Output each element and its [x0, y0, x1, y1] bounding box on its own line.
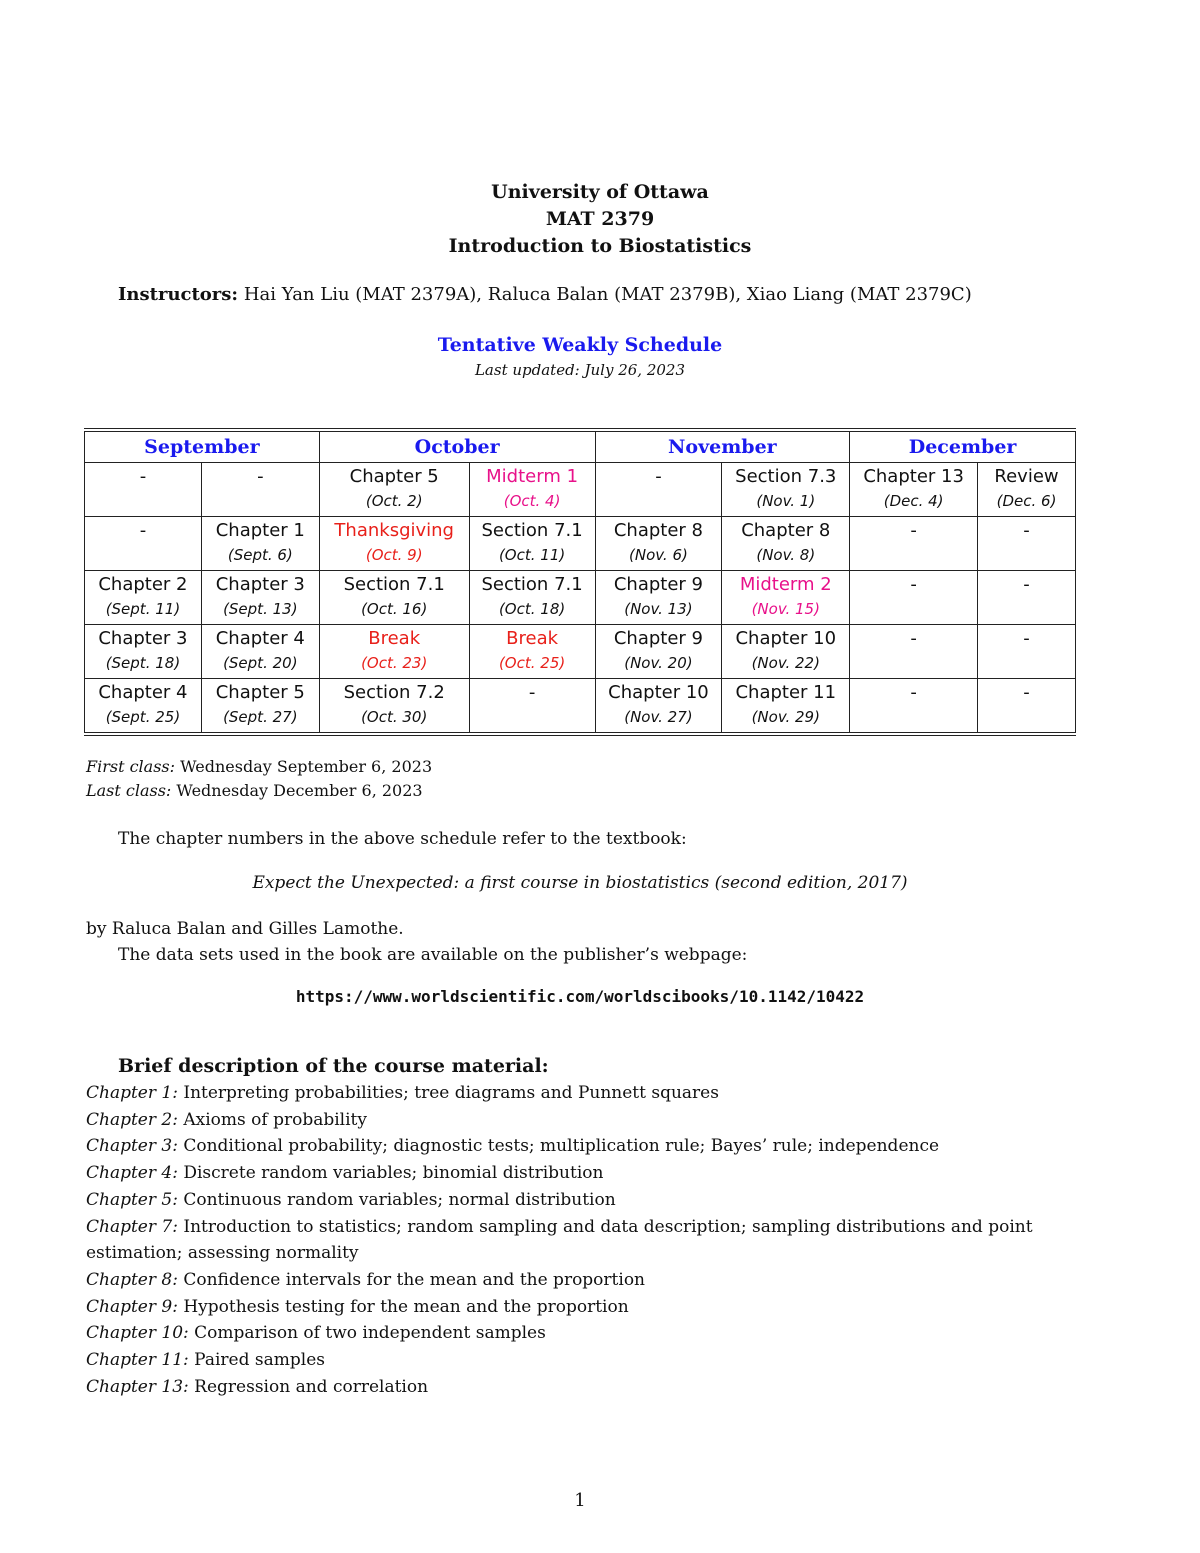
schedule-cell — [595, 571, 722, 625]
schedule-cell — [595, 463, 722, 517]
cell-label: - — [139, 466, 147, 487]
schedule-cell — [978, 517, 1076, 571]
datasets-note: The data sets used in the book are available on the publisher’s webpage: — [118, 945, 748, 965]
schedule-row — [85, 517, 1076, 571]
cell-date: (Dec. 4) — [883, 492, 944, 510]
schedule-cell — [850, 571, 978, 625]
chapter-description-item — [86, 1187, 1086, 1214]
cell-label: - — [910, 520, 917, 541]
chapter-label: Chapter 2: — [86, 1109, 178, 1130]
cell-date: (Dec. 6) — [996, 492, 1057, 510]
cell-label: Section 7.1 — [343, 574, 445, 595]
schedule-cell — [201, 571, 319, 625]
schedule-cell — [201, 517, 319, 571]
schedule-cell — [201, 463, 319, 517]
month-header: September — [85, 430, 320, 463]
instructors-text: Hai Yan Liu (MAT 2379A), Raluca Balan (MAT 2379B), Xiao Liang (MAT 2379C) — [243, 284, 972, 305]
cell-label: - — [910, 574, 917, 595]
chapter-label: Chapter 13: — [86, 1376, 189, 1397]
schedule-cell — [722, 679, 850, 735]
cell-date: (Oct. 23) — [361, 654, 428, 672]
chapter-label: Chapter 5: — [86, 1189, 178, 1210]
chapter-label: Chapter 3: — [86, 1136, 178, 1157]
schedule-row — [85, 679, 1076, 735]
first-class-label: First class: — [86, 757, 176, 776]
chapter-label: Chapter 8: — [86, 1269, 178, 1290]
schedule-cell — [722, 517, 850, 571]
cell-date: (Nov. 22) — [751, 654, 820, 672]
cell-label: - — [139, 520, 147, 541]
last-class-value: Wednesday December 6, 2023 — [176, 781, 423, 800]
schedule-cell — [850, 679, 978, 735]
cell-label: Chapter 9 — [613, 574, 703, 595]
cell-label: - — [1023, 682, 1030, 703]
chapter-text: Hypothesis testing for the mean and the proportion — [183, 1296, 629, 1317]
cell-date: (Oct. 4) — [503, 492, 561, 510]
cell-label: Section 7.2 — [343, 682, 445, 703]
schedule-cell — [319, 517, 469, 571]
schedule-title: Tentative Weakly Schedule — [437, 334, 723, 356]
cell-date: (Nov. 8) — [756, 546, 816, 564]
cell-label: Midterm 1 — [486, 466, 579, 487]
schedule-cell — [595, 679, 722, 735]
chapter-text: Axioms of probability — [183, 1109, 367, 1130]
first-class-value: Wednesday September 6, 2023 — [180, 757, 433, 776]
cell-label: Section 7.1 — [481, 520, 583, 541]
textbook-authors: by Raluca Balan and Gilles Lamothe. — [86, 919, 404, 939]
schedule-cell — [978, 571, 1076, 625]
first-class-line — [86, 757, 432, 776]
cell-label: - — [1023, 628, 1030, 649]
schedule-cell — [469, 463, 595, 517]
cell-label: Review — [994, 466, 1059, 487]
schedule-cell — [85, 463, 202, 517]
schedule-cell — [978, 463, 1076, 517]
chapter-description-item — [86, 1347, 1086, 1374]
chapter-description-item — [86, 1133, 1086, 1160]
cell-date: (Nov. 13) — [624, 600, 693, 618]
chapter-text: Conditional probability; diagnostic tests; multiplication rule; Bayes’ rule; independence — [183, 1136, 940, 1157]
last-class-label: Last class: — [86, 781, 172, 800]
chapter-label: Chapter 4: — [86, 1163, 178, 1184]
cell-label: Chapter 8 — [741, 520, 831, 541]
chapter-label: Chapter 10: — [86, 1323, 189, 1344]
chapter-text: Interpreting probabilities; tree diagrams and Punnett squares — [183, 1083, 719, 1103]
chapter-description-item — [86, 1374, 1086, 1401]
cell-date: (Nov. 27) — [624, 708, 693, 726]
cell-date: (Nov. 15) — [751, 600, 820, 618]
chapter-label: Chapter 7: — [86, 1216, 178, 1237]
cell-date: (Oct. 25) — [498, 654, 566, 672]
cell-label: - — [528, 682, 536, 703]
last-class-line — [86, 781, 423, 800]
schedule-cell — [85, 625, 202, 679]
cell-label: - — [655, 466, 662, 487]
schedule-cell — [595, 517, 722, 571]
cell-label: - — [1023, 520, 1030, 541]
cell-label: Chapter 5 — [349, 466, 439, 487]
schedule-cell — [978, 679, 1076, 735]
month-header: October — [319, 430, 595, 463]
schedule-cell — [722, 463, 850, 517]
schedule-cell — [850, 517, 978, 571]
cell-label: - — [257, 466, 264, 487]
cell-label: Section 7.3 — [735, 466, 837, 487]
cell-label: - — [1023, 574, 1030, 595]
course-code: MAT 2379 — [545, 208, 655, 230]
schedule-table — [84, 428, 1076, 736]
cell-label: Chapter 5 — [215, 682, 305, 703]
textbook-intro: The chapter numbers in the above schedule refer to the textbook: — [118, 829, 687, 849]
schedule-cell — [595, 625, 722, 679]
cell-label: Chapter 3 — [215, 574, 305, 595]
cell-label: Break — [506, 628, 559, 649]
course-title: Introduction to Biostatistics — [448, 235, 752, 257]
chapter-description-item — [86, 1320, 1086, 1347]
schedule-cell — [722, 571, 850, 625]
description-heading: Brief description of the course material: — [118, 1055, 549, 1077]
chapter-text: Continuous random variables; normal distribution — [183, 1189, 616, 1210]
chapter-text: Introduction to statistics; random sampling and data description; sampling distributions and point estimation; assessing normality — [86, 1216, 1033, 1264]
schedule-cell — [319, 679, 469, 735]
university-name: University of Ottawa — [491, 181, 709, 203]
schedule-cell — [469, 571, 595, 625]
cell-label: - — [910, 682, 917, 703]
schedule-cell — [469, 517, 595, 571]
schedule-cell — [850, 625, 978, 679]
schedule-cell — [319, 463, 469, 517]
schedule-cell — [850, 463, 978, 517]
schedule-cell — [319, 571, 469, 625]
cell-date: (Oct. 9) — [365, 546, 423, 564]
schedule-cell — [722, 625, 850, 679]
cell-date: (Oct. 11) — [498, 546, 566, 564]
chapter-description-item — [86, 1160, 1086, 1187]
schedule-cell — [85, 679, 202, 735]
cell-date: (Nov. 6) — [629, 546, 688, 564]
cell-label: Chapter 2 — [98, 574, 188, 595]
chapter-text: Paired samples — [194, 1350, 325, 1371]
chapter-text: Regression and correlation — [194, 1376, 429, 1397]
cell-date: (Sept. 20) — [223, 654, 298, 672]
month-header-row — [85, 430, 1076, 463]
cell-date: (Sept. 13) — [223, 600, 298, 618]
cell-date: (Nov. 20) — [624, 654, 693, 672]
cell-date: (Sept. 11) — [105, 600, 181, 618]
cell-label: Chapter 1 — [215, 520, 305, 541]
cell-date: (Oct. 16) — [361, 600, 428, 618]
chapter-description-list — [86, 1080, 1086, 1400]
chapter-label: Chapter 9: — [86, 1296, 178, 1317]
chapter-label: Chapter 1: — [86, 1083, 178, 1103]
cell-date: (Oct. 2) — [365, 492, 423, 510]
chapter-text: Confidence intervals for the mean and the proportion — [183, 1269, 645, 1290]
schedule-cell — [85, 517, 202, 571]
cell-label: - — [910, 628, 917, 649]
chapter-description-item — [86, 1214, 1086, 1267]
cell-label: Chapter 3 — [98, 628, 188, 649]
chapter-text: Comparison of two independent samples — [194, 1323, 546, 1344]
cell-label: Section 7.1 — [481, 574, 583, 595]
cell-label: Chapter 9 — [613, 628, 703, 649]
cell-label: Break — [368, 628, 421, 649]
textbook-title: Expect the Unexpected: a first course in biostatistics (second edition, 2017) — [252, 873, 908, 893]
cell-label: Chapter 8 — [613, 520, 703, 541]
cell-label: Chapter 11 — [735, 682, 837, 703]
chapter-label: Chapter 11: — [86, 1350, 189, 1371]
month-header: November — [595, 430, 850, 463]
cell-label: Chapter 4 — [98, 682, 188, 703]
schedule-cell — [201, 625, 319, 679]
cell-date: (Nov. 29) — [751, 708, 820, 726]
chapter-description-item — [86, 1107, 1086, 1134]
cell-label: Chapter 4 — [215, 628, 305, 649]
cell-date: (Sept. 18) — [105, 654, 181, 672]
schedule-cell — [469, 625, 595, 679]
cell-date: (Oct. 30) — [361, 708, 428, 726]
cell-label: Chapter 10 — [735, 628, 837, 649]
month-header: December — [850, 430, 1076, 463]
cell-date: (Nov. 1) — [756, 492, 816, 510]
schedule-row — [85, 463, 1076, 517]
chapter-text: Discrete random variables; binomial distribution — [183, 1163, 604, 1184]
chapter-description-item — [86, 1294, 1086, 1321]
schedule-cell — [201, 679, 319, 735]
schedule-cell — [85, 571, 202, 625]
page-number: 1 — [574, 1490, 586, 1511]
schedule-row — [85, 625, 1076, 679]
instructors-label: Instructors: — [118, 284, 239, 305]
schedule-cell — [319, 625, 469, 679]
cell-label: Thanksgiving — [334, 520, 454, 541]
schedule-cell — [978, 625, 1076, 679]
cell-label: Chapter 13 — [863, 466, 964, 487]
schedule-row — [85, 571, 1076, 625]
cell-label: Midterm 2 — [739, 574, 832, 595]
publisher-url[interactable]: https://www.worldscientific.com/worldscibooks/10.1142/10422 — [295, 987, 865, 1006]
chapter-description-item — [86, 1080, 1086, 1107]
cell-date: (Sept. 6) — [227, 546, 293, 564]
cell-label: Chapter 10 — [608, 682, 709, 703]
cell-date: (Sept. 27) — [223, 708, 298, 726]
cell-date: (Sept. 25) — [105, 708, 181, 726]
chapter-description-item — [86, 1267, 1086, 1294]
cell-date: (Oct. 18) — [498, 600, 566, 618]
last-updated: Last updated: July 26, 2023 — [474, 361, 686, 379]
instructors-line — [118, 284, 972, 305]
schedule-cell — [469, 679, 595, 735]
